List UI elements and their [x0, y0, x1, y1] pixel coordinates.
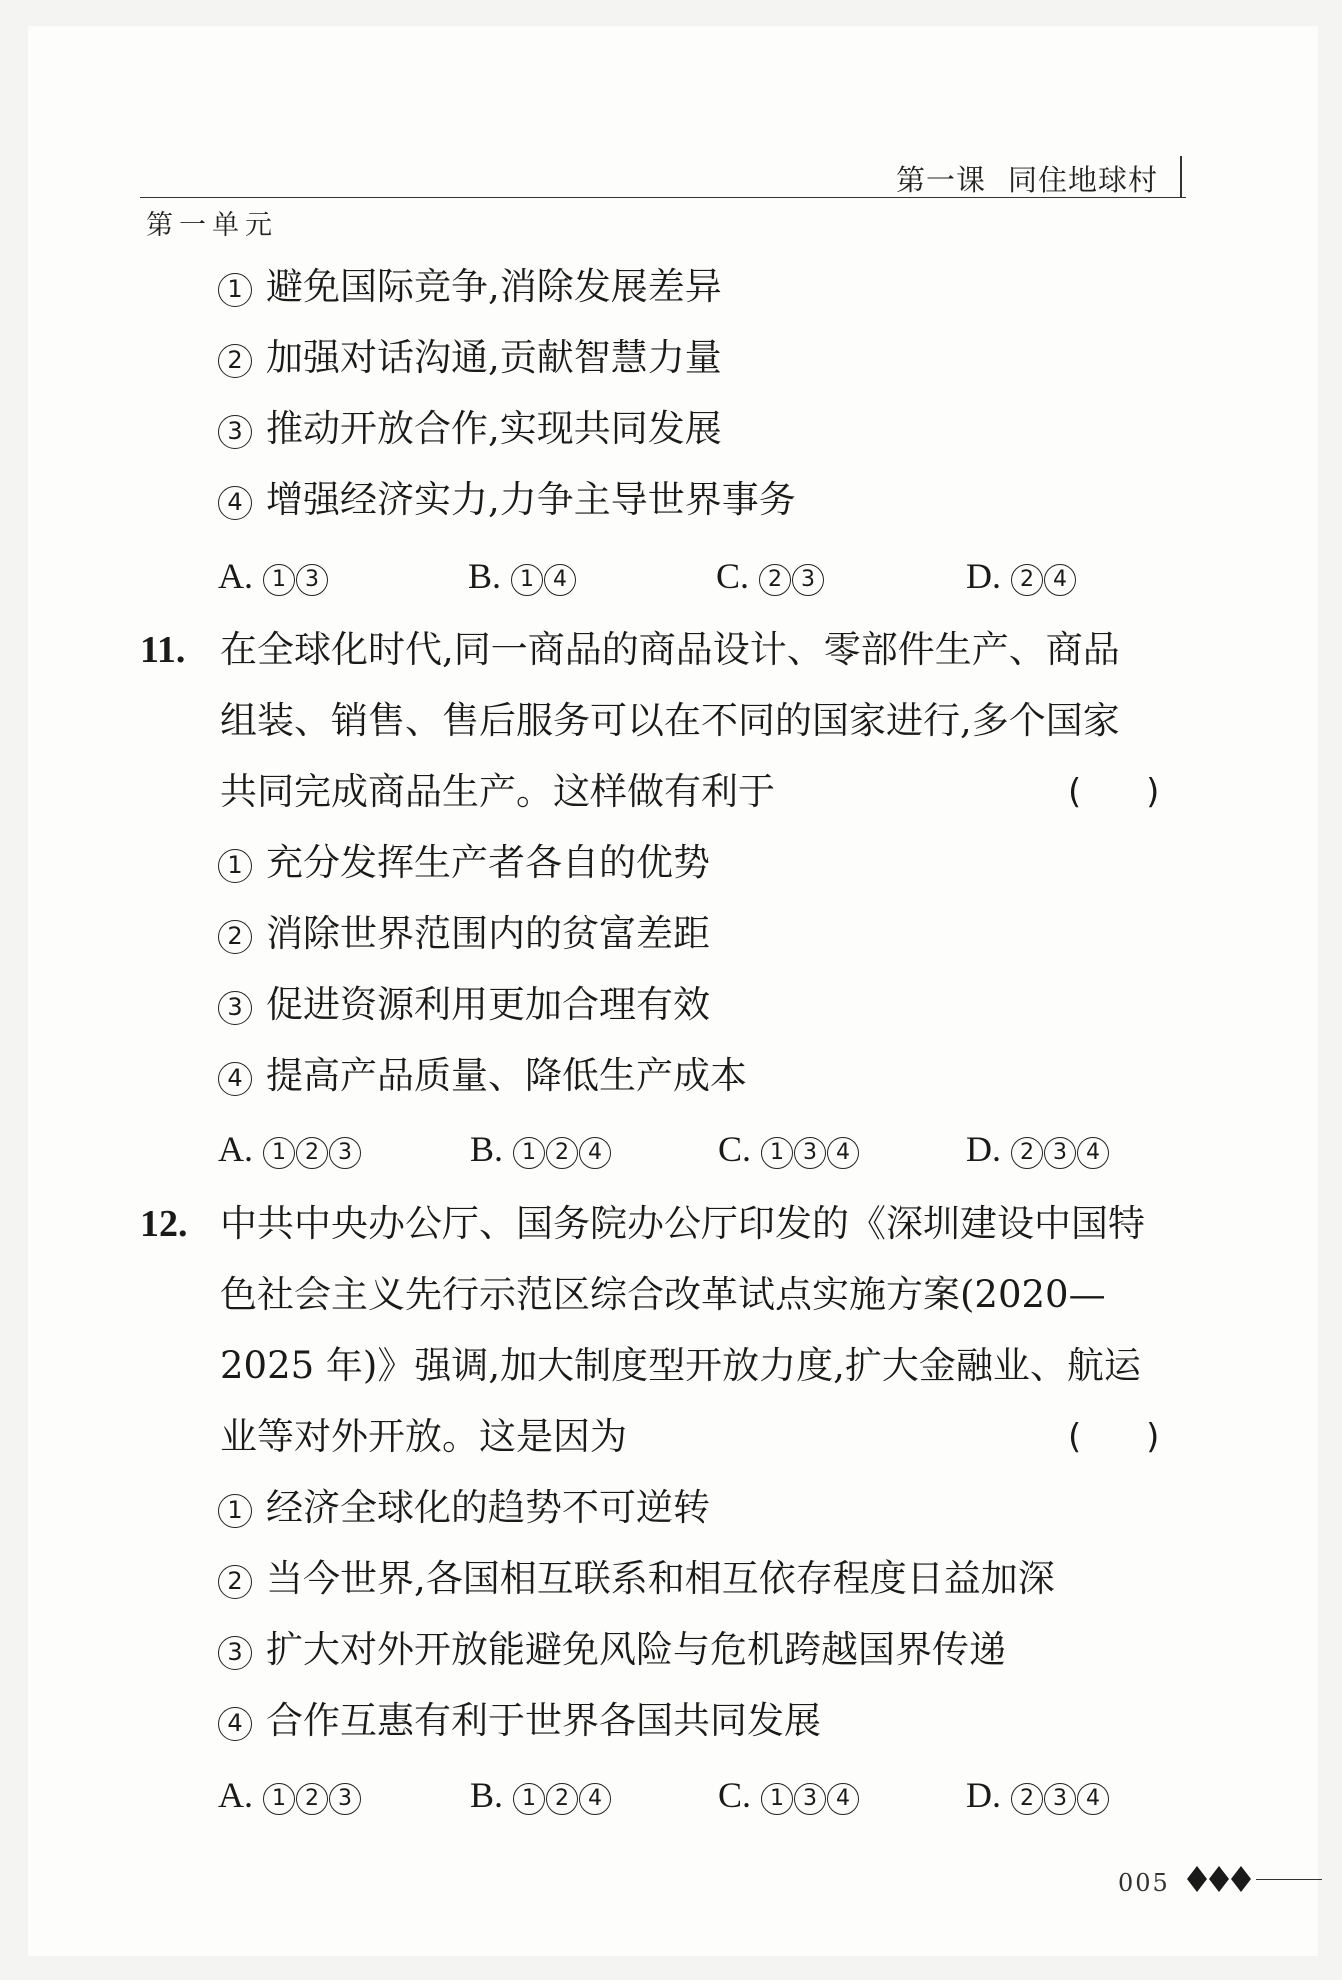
- q12-option-4: [218, 1699, 821, 1742]
- q11-option-2: [218, 912, 710, 955]
- unit-label: 第一单元: [146, 210, 278, 241]
- circled-number: 1: [218, 273, 252, 307]
- circled-number: 3: [218, 991, 252, 1025]
- option-text: 推动开放合作,实现共同发展: [266, 407, 722, 450]
- option-text: 扩大对外开放能避免风险与危机跨越国界传递: [266, 1628, 1006, 1671]
- q12-number: 12.: [140, 1203, 188, 1245]
- option-text: 增强经济实力,力争主导世界事务: [266, 478, 796, 521]
- footer-rule: [1256, 1879, 1322, 1880]
- running-header-right: [896, 158, 1158, 199]
- circled-number: 1: [218, 849, 252, 883]
- q11-answer-blank[interactable]: ( ): [1068, 772, 1160, 812]
- circled-number: 2: [218, 920, 252, 954]
- q12-stem-line-4: 业等对外开放。这是因为: [220, 1415, 627, 1458]
- option-text: 提高产品质量、降低生产成本: [266, 1054, 747, 1097]
- q10-answer-c[interactable]: C. 2 3: [716, 558, 825, 596]
- q10-option-3: [218, 407, 722, 450]
- option-text: 经济全球化的趋势不可逆转: [266, 1486, 710, 1529]
- option-text: 避免国际竞争,消除发展差异: [266, 265, 722, 308]
- q11-option-1: [218, 841, 710, 884]
- q12-stem-line-1: 中共中央办公厅、国务院办公厅印发的《深圳建设中国特: [220, 1202, 1145, 1245]
- q11-answer-a[interactable]: A. 1 2 3: [218, 1131, 362, 1169]
- header-tick: [1180, 156, 1182, 198]
- circled-number: 3: [218, 415, 252, 449]
- q11-answer-c[interactable]: C. 1 3 4: [718, 1131, 860, 1169]
- lesson-label: 第一课: [896, 163, 987, 197]
- q12-option-3: [218, 1628, 1006, 1671]
- q12-stem-line-2: 色社会主义先行示范区综合改革试点实施方案(2020—: [220, 1273, 1106, 1316]
- page-number: 005: [1118, 1869, 1170, 1897]
- option-text: 促进资源利用更加合理有效: [266, 983, 710, 1026]
- circled-number: 3: [218, 1636, 252, 1670]
- circled-number: 2: [218, 1565, 252, 1599]
- q12-answer-blank[interactable]: ( ): [1068, 1417, 1160, 1457]
- q12-option-1: [218, 1486, 710, 1529]
- q11-stem-line-1: 在全球化时代,同一商品的商品设计、零部件生产、商品: [220, 628, 1120, 671]
- q10-answer-a[interactable]: A. 1 3: [218, 558, 329, 596]
- q12-stem-line-3: 2025 年)》强调,加大制度型开放力度,扩大金融业、航运: [220, 1344, 1141, 1387]
- q11-number: 11.: [140, 629, 186, 671]
- q10-answer-d[interactable]: D. 2 4: [966, 558, 1077, 596]
- q11-answer-b[interactable]: B. 1 2 4: [470, 1131, 612, 1169]
- circled-number: 2: [218, 344, 252, 378]
- q12-answer-b[interactable]: B. 1 2 4: [470, 1777, 612, 1815]
- diamond-ornament-icon: [1186, 1864, 1256, 1894]
- q10-answer-b[interactable]: B. 1 4: [468, 558, 577, 596]
- q11-option-4: [218, 1054, 747, 1097]
- q11-stem-line-2: 组装、销售、售后服务可以在不同的国家进行,多个国家: [220, 699, 1120, 742]
- circled-number: 4: [218, 1062, 252, 1096]
- q11-answer-d[interactable]: D. 2 3 4: [966, 1131, 1110, 1169]
- option-text: 加强对话沟通,贡献智慧力量: [266, 336, 722, 379]
- option-text: 消除世界范围内的贫富差距: [266, 912, 710, 955]
- q10-option-4: [218, 478, 796, 521]
- circled-number: 4: [218, 1707, 252, 1741]
- q10-option-1: [218, 265, 722, 308]
- q10-option-2: [218, 336, 722, 379]
- q12-option-2: [218, 1557, 1055, 1600]
- header-rule: [140, 197, 1186, 198]
- lesson-title: 同住地球村: [1008, 163, 1159, 197]
- option-text: 当今世界,各国相互联系和相互依存程度日益加深: [266, 1557, 1055, 1600]
- option-text: 合作互惠有利于世界各国共同发展: [266, 1699, 821, 1742]
- circled-number: 4: [218, 486, 252, 520]
- q12-answer-d[interactable]: D. 2 3 4: [966, 1777, 1110, 1815]
- circled-number: 1: [218, 1494, 252, 1528]
- q11-stem-line-3: 共同完成商品生产。这样做有利于: [220, 770, 775, 813]
- q11-option-3: [218, 983, 710, 1026]
- q12-answer-a[interactable]: A. 1 2 3: [218, 1777, 362, 1815]
- option-text: 充分发挥生产者各自的优势: [266, 841, 710, 884]
- q12-answer-c[interactable]: C. 1 3 4: [718, 1777, 860, 1815]
